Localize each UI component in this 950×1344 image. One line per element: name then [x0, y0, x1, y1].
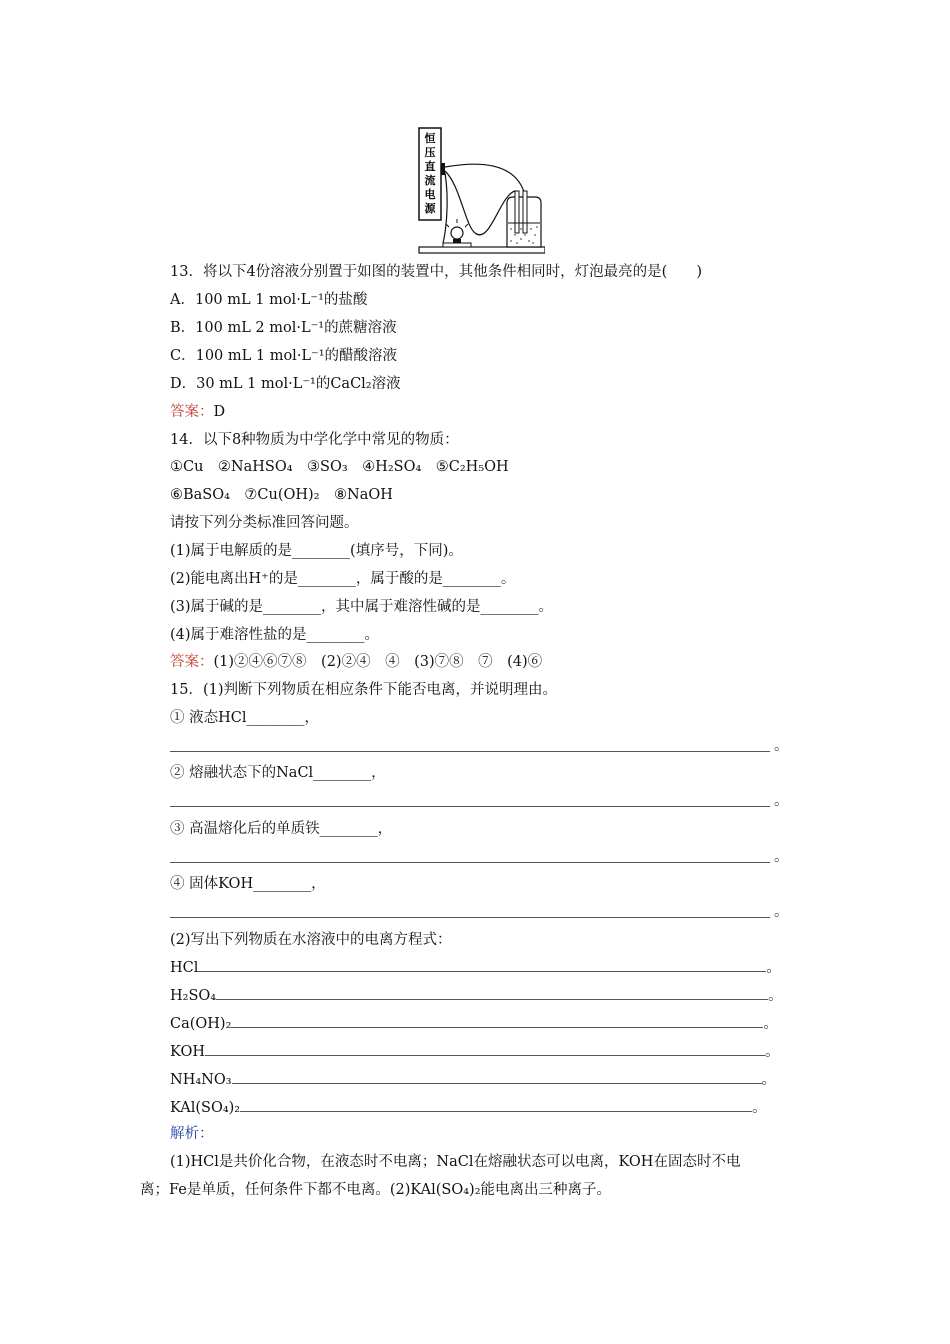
bulb-ray	[465, 224, 468, 227]
equation-blank[interactable]	[205, 1043, 765, 1056]
equation-row	[170, 1042, 779, 1062]
wire-bulb	[443, 173, 447, 243]
power-label-char: 电	[424, 188, 436, 201]
period: 。	[764, 1044, 780, 1060]
period: 。	[768, 988, 783, 1004]
equation-blank[interactable]	[240, 1099, 752, 1112]
analysis-label: 解析：	[170, 1126, 214, 1142]
power-label-char: 直	[424, 160, 436, 173]
q15-stem: 15．(1)判断下列物质在相应条件下能否电离，并说明理由。	[170, 682, 557, 698]
power-label-char: 压	[424, 146, 436, 159]
base-platform	[419, 247, 545, 253]
period: 。	[763, 1016, 778, 1032]
power-label-char: 恒	[424, 132, 436, 145]
q14-instruction: 请按下列分类标准回答问题。	[170, 515, 359, 531]
q14-sub2: (2)能电离出H⁺的是________，属于酸的是________。	[170, 571, 516, 587]
equation-formula: KAl(SO₄)₂	[170, 1100, 241, 1116]
period: 。	[752, 1100, 767, 1116]
q14-answer	[170, 652, 542, 672]
equation-blank[interactable]	[232, 1071, 762, 1084]
q14-items-line1: ①Cu ②NaHSO₄ ③SO₃ ④H₂SO₄ ⑤C₂H₅OH	[170, 459, 509, 475]
q14-sub3: (3)属于碱的是________，其中属于难溶性碱的是________。	[170, 599, 554, 615]
q13-answer	[170, 402, 225, 422]
equation-row	[170, 958, 781, 978]
equation-formula: NH₄NO₃	[170, 1072, 232, 1088]
electrode-left	[515, 191, 519, 233]
q14-stem: 14．以下8种物质为中学化学中常见的物质：	[170, 432, 459, 448]
analysis-line: 离；Fe是单质，任何条件下都不电离。(2)KAl(SO₄)₂能电离出三种离子。	[140, 1182, 611, 1198]
period: 。	[774, 793, 789, 809]
bulb-stand	[443, 243, 471, 247]
q14-sub1: (1)属于电解质的是________(填序号，下同)。	[170, 543, 463, 559]
circuit-figure	[405, 125, 545, 260]
period: 。	[766, 960, 781, 976]
answer-blank-line[interactable]	[170, 917, 770, 918]
answer-label: 答案：	[170, 404, 214, 420]
q13-option-a: A．100 mL 1 mol·L⁻¹的盐酸	[170, 292, 368, 308]
equation-row	[170, 986, 783, 1006]
power-label-char: 流	[424, 174, 436, 187]
answer-blank-line[interactable]	[170, 862, 770, 863]
q14-sub4: (4)属于难溶性盐的是________。	[170, 627, 380, 643]
q15-item-2: ② 熔融状态下的NaCl________，	[170, 765, 386, 781]
terminal	[441, 163, 445, 175]
equation-blank[interactable]	[216, 987, 768, 1000]
q15-item-1: ① 液态HCl________，	[170, 710, 319, 726]
answer-blank-line[interactable]	[170, 751, 770, 752]
q13-option-c: C．100 mL 1 mol·L⁻¹的醋酸溶液	[170, 348, 398, 364]
equation-blank[interactable]	[231, 1015, 763, 1028]
equation-row	[170, 1098, 767, 1118]
equation-formula: HCl	[170, 960, 199, 976]
q13-stem: 13．将以下4份溶液分别置于如图的装置中，其他条件相同时，灯泡最亮的是( )	[170, 264, 702, 280]
answer-value: D	[213, 404, 226, 420]
period: 。	[774, 738, 789, 754]
analysis-text	[140, 1148, 816, 1204]
period: 。	[761, 1072, 777, 1088]
equation-row	[170, 1014, 778, 1034]
equation-row	[170, 1070, 776, 1090]
q14-items-line2: ⑥BaSO₄ ⑦Cu(OH)₂ ⑧NaOH	[170, 487, 393, 503]
equation-blank[interactable]	[198, 959, 766, 972]
q13-option-b: B．100 mL 2 mol·L⁻¹的蔗糖溶液	[170, 320, 397, 336]
equation-formula: Ca(OH)₂	[170, 1016, 232, 1032]
wire-middle	[445, 171, 517, 235]
q15-part2-stem: (2)写出下列物质在水溶液中的电离方程式：	[170, 932, 452, 948]
q13-option-d: D．30 mL 1 mol·L⁻¹的CaCl₂溶液	[170, 376, 401, 392]
bulb	[451, 227, 463, 239]
q15-item-3: ③ 高温熔化后的单质铁________，	[170, 821, 393, 837]
answer-blank-line[interactable]	[170, 806, 770, 807]
answer-label: 答案：	[170, 654, 214, 670]
equation-formula: KOH	[170, 1044, 205, 1060]
power-label-char: 源	[424, 202, 436, 215]
period: 。	[774, 904, 789, 920]
equation-formula: H₂SO₄	[170, 988, 217, 1004]
q15-item-4: ④ 固体KOH________，	[170, 876, 326, 892]
electrode-right	[523, 191, 527, 233]
period: 。	[774, 849, 789, 865]
analysis-line: (1)HCl是共价化合物，在液态时不电离；NaCl在熔融状态可以电离，KOH在固态时不电	[170, 1154, 741, 1170]
answer-value: (1)②④⑥⑦⑧ (2)②④ ④ (3)⑦⑧ ⑦ (4)⑥	[213, 654, 543, 670]
